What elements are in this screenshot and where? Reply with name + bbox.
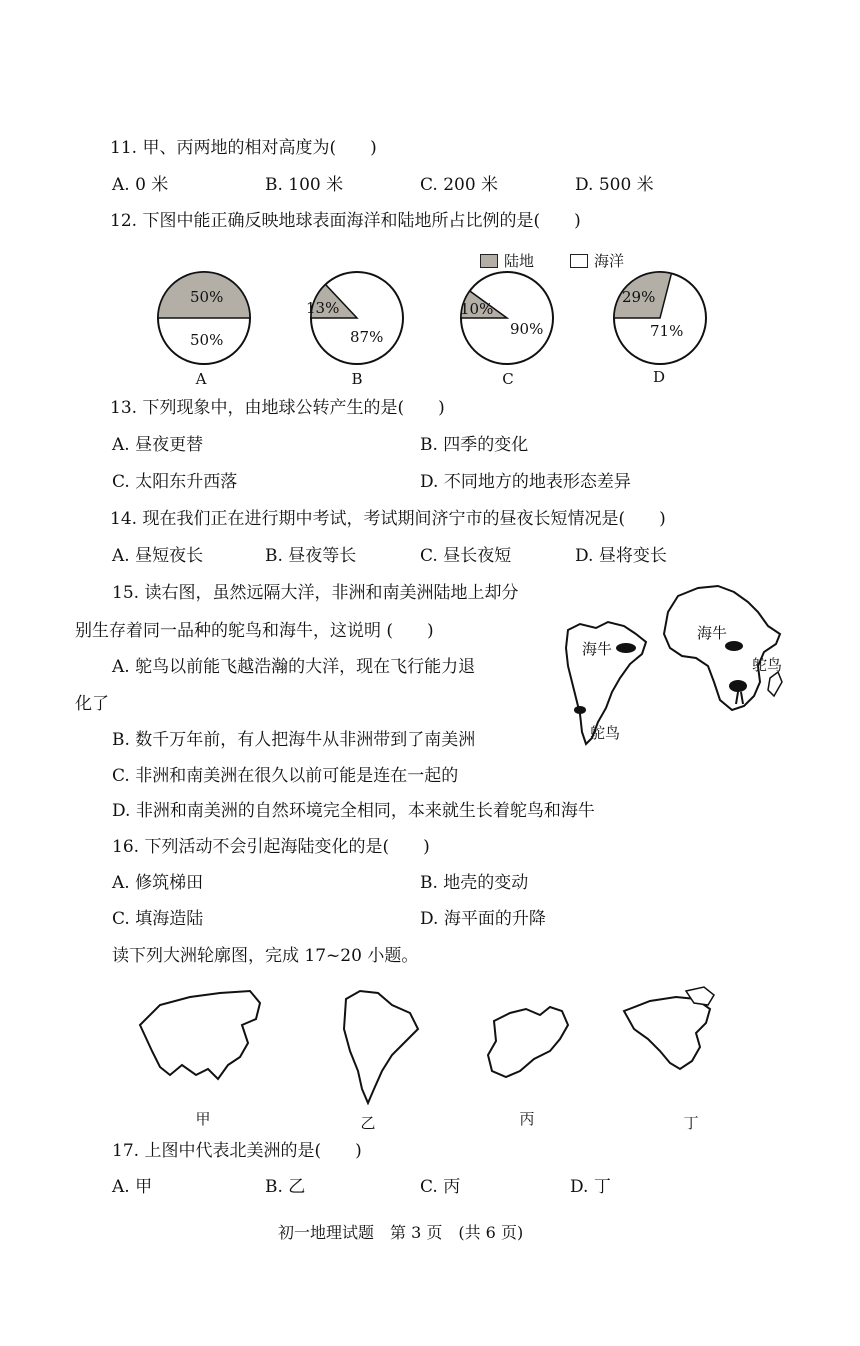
q16-stem: 16. 下列活动不会引起海陆变化的是( ) — [112, 837, 430, 857]
pie-b-land-text: 13% — [306, 299, 340, 317]
continent-intro: 读下列大洲轮廓图，完成 17~20 小题。 — [112, 946, 419, 966]
continent-label-bing: 丙 — [519, 1110, 535, 1128]
q15-option-a-line2: 化了 — [75, 694, 109, 714]
q16-option-d: D. 海平面的升降 — [420, 909, 546, 929]
pie-b-ocean-text: 87% — [350, 328, 384, 346]
q11-option-a: A. 0 米 — [112, 175, 169, 195]
africa-outline — [664, 586, 783, 710]
north-america-outline — [624, 997, 710, 1069]
legend-ocean-swatch — [570, 254, 588, 268]
map-label-sa-manatee: 海牛 — [582, 640, 613, 658]
q14-option-d: D. 昼将变长 — [575, 546, 667, 566]
map-label-sa-ostrich: 鸵鸟 — [590, 724, 621, 742]
pie-a-ocean-text: 50% — [190, 331, 224, 349]
q14-stem: 14. 现在我们正在进行期中考试，考试期间济宁市的昼夜长短情况是( ) — [110, 509, 666, 529]
q11-option-b: B. 100 米 — [265, 175, 344, 195]
pie-c-label: C — [502, 370, 514, 388]
pie-b-label: B — [351, 370, 363, 388]
madagascar-outline — [768, 672, 782, 696]
q13-option-d: D. 不同地方的地表形态差异 — [420, 472, 631, 492]
q16-option-a: A. 修筑梯田 — [112, 873, 204, 893]
map-label-af-ostrich: 鸵鸟 — [752, 656, 783, 674]
continent-label-jia: 甲 — [195, 1110, 211, 1128]
q17-option-d: D. 丁 — [570, 1177, 611, 1197]
ostrich-icon-af — [729, 680, 747, 692]
legend-land-label: 陆地 — [504, 252, 535, 270]
south-america-outline-2 — [344, 991, 418, 1103]
q17-option-a: A. 甲 — [112, 1177, 153, 1197]
legend-land-swatch — [480, 254, 498, 268]
q11-option-c: C. 200 米 — [420, 175, 499, 195]
pie-charts — [0, 268, 860, 388]
asia-outline — [140, 991, 260, 1079]
pie-d-ocean-text: 71% — [650, 322, 684, 340]
pie-a-label: A — [195, 370, 207, 388]
page-footer: 初一地理试题 第 3 页 (共 6 页) — [278, 1223, 524, 1242]
continent-outlines — [130, 985, 830, 1105]
continent-label-yi: 乙 — [360, 1114, 376, 1132]
europe-outline — [488, 1007, 568, 1077]
pie-c-ocean-text: 90% — [510, 320, 544, 338]
q16-option-c: C. 填海造陆 — [112, 909, 204, 929]
q13-stem: 13. 下列现象中，由地球公转产生的是( ) — [110, 398, 445, 418]
q15-option-d: D. 非洲和南美洲的自然环境完全相同，本来就生长着鸵鸟和海牛 — [112, 801, 595, 821]
q15-option-a-line1: A. 鸵鸟以前能飞越浩瀚的大洋，现在飞行能力退 — [112, 657, 476, 677]
q15-stem-line1: 15. 读右图，虽然远隔大洋，非洲和南美洲陆地上却分 — [112, 583, 519, 603]
q15-option-c: C. 非洲和南美洲在很久以前可能是连在一起的 — [112, 766, 459, 786]
pie-d-label: D — [652, 368, 666, 386]
q17-option-c: C. 丙 — [420, 1177, 461, 1197]
map-label-af-manatee: 海牛 — [697, 624, 728, 642]
pie-c-land-text: 10% — [460, 300, 494, 318]
q15-stem-line2: 别生存着同一品种的鸵鸟和海牛，这说明 ( ) — [75, 621, 434, 641]
q16-option-b: B. 地壳的变动 — [420, 873, 529, 893]
q14-option-b: B. 昼夜等长 — [265, 546, 357, 566]
ostrich-icon-sa — [574, 706, 586, 714]
q13-option-c: C. 太阳东升西落 — [112, 472, 238, 492]
legend-ocean-label: 海洋 — [594, 252, 625, 270]
q13-option-a: A. 昼夜更替 — [112, 435, 204, 455]
pie-a-land-text: 50% — [190, 288, 224, 306]
q17-option-b: B. 乙 — [265, 1177, 306, 1197]
manatee-icon-af — [725, 641, 743, 651]
q17-stem: 17. 上图中代表北美洲的是( ) — [112, 1141, 362, 1161]
q13-option-b: B. 四季的变化 — [420, 435, 529, 455]
q15-option-b: B. 数千万年前，有人把海牛从非洲带到了南美洲 — [112, 730, 476, 750]
q12-stem: 12. 下图中能正确反映地球表面海洋和陆地所占比例的是( ) — [110, 211, 581, 231]
q14-option-a: A. 昼短夜长 — [112, 546, 204, 566]
q11-stem: 11. 甲、丙两地的相对高度为( ) — [110, 138, 377, 158]
q11-option-d: D. 500 米 — [575, 175, 654, 195]
pie-d-land-text: 29% — [622, 288, 656, 306]
manatee-icon-sa — [616, 643, 636, 653]
continent-label-ding: 丁 — [683, 1114, 699, 1132]
q14-option-c: C. 昼长夜短 — [420, 546, 512, 566]
